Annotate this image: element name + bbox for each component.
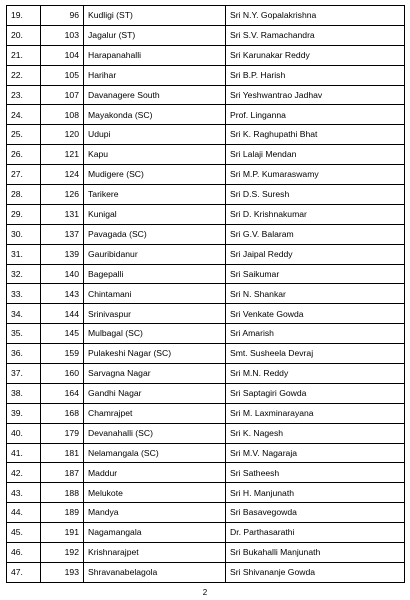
constituency-name-cell: Shravanabelagola xyxy=(84,562,226,582)
constituency-name-cell: Krishnarajpet xyxy=(84,543,226,563)
candidate-name-cell: Sri K. Nagesh xyxy=(226,423,405,443)
serial-number-cell: 37. xyxy=(7,364,41,384)
candidate-name-cell: Sri Basavegowda xyxy=(226,503,405,523)
constituency-name-cell: Sarvagna Nagar xyxy=(84,364,226,384)
table-row xyxy=(7,403,405,423)
table-row xyxy=(7,383,405,403)
table-row xyxy=(7,463,405,483)
serial-number-cell: 32. xyxy=(7,264,41,284)
constituency-name-cell: Gauribidanur xyxy=(84,244,226,264)
serial-number-cell: 39. xyxy=(7,403,41,423)
candidate-name-cell: Sri Bukahalli Manjunath xyxy=(226,543,405,563)
constituency-number-cell: 164 xyxy=(41,383,84,403)
constituency-number-cell: 189 xyxy=(41,503,84,523)
candidate-name-cell: Sri Saptagiri Gowda xyxy=(226,383,405,403)
serial-number-cell: 47. xyxy=(7,562,41,582)
table-row xyxy=(7,125,405,145)
candidate-name-cell: Sri Saikumar xyxy=(226,264,405,284)
serial-number-cell: 34. xyxy=(7,304,41,324)
serial-number-cell: 42. xyxy=(7,463,41,483)
constituency-name-cell: Melukote xyxy=(84,483,226,503)
candidate-name-cell: Sri S.V. Ramachandra xyxy=(226,25,405,45)
table-row xyxy=(7,443,405,463)
serial-number-cell: 26. xyxy=(7,145,41,165)
constituency-name-cell: Kudligi (ST) xyxy=(84,6,226,26)
constituency-number-cell: 137 xyxy=(41,224,84,244)
serial-number-cell: 35. xyxy=(7,324,41,344)
serial-number-cell: 38. xyxy=(7,383,41,403)
candidate-name-cell: Sri H. Manjunath xyxy=(226,483,405,503)
constituency-name-cell: Gandhi Nagar xyxy=(84,383,226,403)
candidate-name-cell: Sri Lalaji Mendan xyxy=(226,145,405,165)
serial-number-cell: 44. xyxy=(7,503,41,523)
serial-number-cell: 25. xyxy=(7,125,41,145)
serial-number-cell: 36. xyxy=(7,344,41,364)
candidate-name-cell: Smt. Susheela Devraj xyxy=(226,344,405,364)
constituency-number-cell: 159 xyxy=(41,344,84,364)
constituency-name-cell: Chamrajpet xyxy=(84,403,226,423)
serial-number-cell: 24. xyxy=(7,105,41,125)
serial-number-cell: 27. xyxy=(7,165,41,185)
candidate-name-cell: Sri K. Raghupathi Bhat xyxy=(226,125,405,145)
constituency-name-cell: Davanagere South xyxy=(84,85,226,105)
table-row xyxy=(7,543,405,563)
constituency-number-cell: 144 xyxy=(41,304,84,324)
document-page xyxy=(6,5,404,583)
constituency-name-cell: Nagamangala xyxy=(84,523,226,543)
serial-number-cell: 23. xyxy=(7,85,41,105)
candidate-name-cell: Sri Karunakar Reddy xyxy=(226,45,405,65)
constituency-name-cell: Srinivaspur xyxy=(84,304,226,324)
table-row xyxy=(7,562,405,582)
serial-number-cell: 45. xyxy=(7,523,41,543)
constituency-name-cell: Chintamani xyxy=(84,284,226,304)
serial-number-cell: 21. xyxy=(7,45,41,65)
constituency-name-cell: Udupi xyxy=(84,125,226,145)
table-row xyxy=(7,264,405,284)
constituency-name-cell: Pulakeshi Nagar (SC) xyxy=(84,344,226,364)
constituency-number-cell: 143 xyxy=(41,284,84,304)
constituency-name-cell: Maddur xyxy=(84,463,226,483)
constituency-number-cell: 192 xyxy=(41,543,84,563)
table-row xyxy=(7,85,405,105)
table-row xyxy=(7,25,405,45)
constituency-number-cell: 179 xyxy=(41,423,84,443)
constituency-number-cell: 140 xyxy=(41,264,84,284)
constituency-number-cell: 124 xyxy=(41,165,84,185)
candidate-name-cell: Sri M.N. Reddy xyxy=(226,364,405,384)
serial-number-cell: 33. xyxy=(7,284,41,304)
table-row xyxy=(7,523,405,543)
table-row xyxy=(7,483,405,503)
constituency-number-cell: 105 xyxy=(41,65,84,85)
table-row xyxy=(7,224,405,244)
candidate-name-cell: Sri M. Laxminarayana xyxy=(226,403,405,423)
constituency-name-cell: Kapu xyxy=(84,145,226,165)
candidate-name-cell: Sri Venkate Gowda xyxy=(226,304,405,324)
candidate-name-cell: Sri M.P. Kumaraswamy xyxy=(226,165,405,185)
page-number: 2 xyxy=(202,588,208,597)
constituency-number-cell: 108 xyxy=(41,105,84,125)
constituency-name-cell: Bagepalli xyxy=(84,264,226,284)
serial-number-cell: 22. xyxy=(7,65,41,85)
constituency-number-cell: 181 xyxy=(41,443,84,463)
constituency-number-cell: 187 xyxy=(41,463,84,483)
constituency-name-cell: Jagalur (ST) xyxy=(84,25,226,45)
constituency-name-cell: Tarikere xyxy=(84,185,226,205)
constituency-number-cell: 120 xyxy=(41,125,84,145)
serial-number-cell: 46. xyxy=(7,543,41,563)
table-row xyxy=(7,304,405,324)
table-row xyxy=(7,6,405,26)
table-row xyxy=(7,165,405,185)
table-row xyxy=(7,105,405,125)
table-row xyxy=(7,344,405,364)
constituency-number-cell: 139 xyxy=(41,244,84,264)
candidate-table-body xyxy=(7,6,405,583)
table-row xyxy=(7,145,405,165)
serial-number-cell: 31. xyxy=(7,244,41,264)
constituency-name-cell: Devanahalli (SC) xyxy=(84,423,226,443)
candidate-name-cell: Sri N. Shankar xyxy=(226,284,405,304)
constituency-name-cell: Nelamangala (SC) xyxy=(84,443,226,463)
constituency-number-cell: 188 xyxy=(41,483,84,503)
serial-number-cell: 41. xyxy=(7,443,41,463)
table-row xyxy=(7,324,405,344)
table-row xyxy=(7,423,405,443)
constituency-name-cell: Kunigal xyxy=(84,204,226,224)
constituency-name-cell: Harapanahalli xyxy=(84,45,226,65)
table-row xyxy=(7,244,405,264)
constituency-number-cell: 168 xyxy=(41,403,84,423)
constituency-number-cell: 96 xyxy=(41,6,84,26)
constituency-number-cell: 191 xyxy=(41,523,84,543)
serial-number-cell: 30. xyxy=(7,224,41,244)
table-row xyxy=(7,45,405,65)
constituency-number-cell: 145 xyxy=(41,324,84,344)
candidate-name-cell: Sri Jaipal Reddy xyxy=(226,244,405,264)
constituency-number-cell: 160 xyxy=(41,364,84,384)
constituency-name-cell: Mudigere (SC) xyxy=(84,165,226,185)
serial-number-cell: 20. xyxy=(7,25,41,45)
candidate-name-cell: Sri D. Krishnakumar xyxy=(226,204,405,224)
candidate-name-cell: Sri Satheesh xyxy=(226,463,405,483)
candidate-name-cell: Sri D.S. Suresh xyxy=(226,185,405,205)
candidate-name-cell: Sri Yeshwantrao Jadhav xyxy=(226,85,405,105)
candidate-name-cell: Sri B.P. Harish xyxy=(226,65,405,85)
candidate-name-cell: Dr. Parthasarathi xyxy=(226,523,405,543)
constituency-name-cell: Pavagada (SC) xyxy=(84,224,226,244)
candidate-name-cell: Sri M.V. Nagaraja xyxy=(226,443,405,463)
candidate-name-cell: Sri Amarish xyxy=(226,324,405,344)
constituency-number-cell: 103 xyxy=(41,25,84,45)
constituency-number-cell: 107 xyxy=(41,85,84,105)
constituency-number-cell: 193 xyxy=(41,562,84,582)
constituency-number-cell: 131 xyxy=(41,204,84,224)
candidate-table xyxy=(6,5,405,583)
candidate-name-cell: Sri N.Y. Gopalakrishna xyxy=(226,6,405,26)
serial-number-cell: 43. xyxy=(7,483,41,503)
constituency-number-cell: 104 xyxy=(41,45,84,65)
serial-number-cell: 19. xyxy=(7,6,41,26)
table-row xyxy=(7,65,405,85)
constituency-number-cell: 126 xyxy=(41,185,84,205)
table-row xyxy=(7,185,405,205)
constituency-number-cell: 121 xyxy=(41,145,84,165)
candidate-name-cell: Sri G.V. Balaram xyxy=(226,224,405,244)
table-row xyxy=(7,284,405,304)
serial-number-cell: 28. xyxy=(7,185,41,205)
table-row xyxy=(7,204,405,224)
candidate-name-cell: Prof. Linganna xyxy=(226,105,405,125)
constituency-name-cell: Harihar xyxy=(84,65,226,85)
constituency-name-cell: Mulbagal (SC) xyxy=(84,324,226,344)
serial-number-cell: 40. xyxy=(7,423,41,443)
constituency-name-cell: Mayakonda (SC) xyxy=(84,105,226,125)
serial-number-cell: 29. xyxy=(7,204,41,224)
table-row xyxy=(7,364,405,384)
table-row xyxy=(7,503,405,523)
candidate-name-cell: Sri Shivananje Gowda xyxy=(226,562,405,582)
constituency-name-cell: Mandya xyxy=(84,503,226,523)
